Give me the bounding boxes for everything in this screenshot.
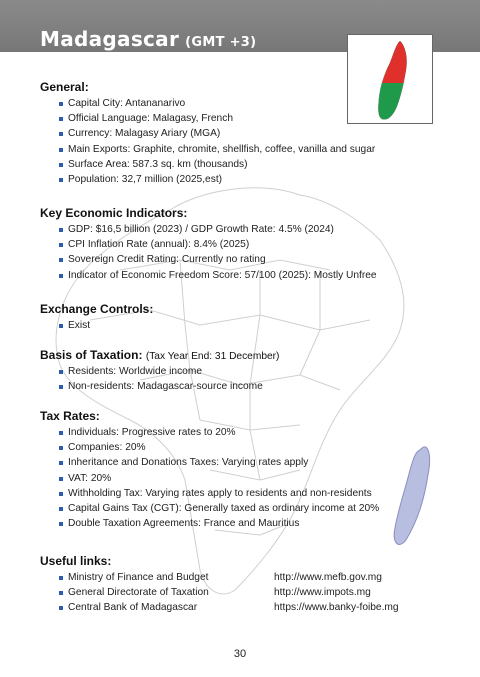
list-item: Non-residents: Madagascar-source income [40,379,460,394]
section-general [40,80,460,187]
section-useful-links [40,554,460,616]
list-item: CPI Inflation Rate (annual): 8.4% (2025) [40,237,460,252]
taxation-title: Basis of Taxation: [40,348,143,362]
list-item: Population: 32,7 million (2025,est) [40,172,460,187]
section-exchange-controls [40,302,460,333]
list-item: Inheritance and Donations Taxes: Varying rates apply [40,455,460,470]
page-title [40,27,256,51]
list-item: Indicator of Economic Freedom Score: 57/100 (2025): Mostly Unfree [40,268,460,283]
country-name: Madagascar [40,27,180,51]
page-number: 30 [233,648,247,660]
section-title-rates: Tax Rates: [40,409,100,423]
link-row [40,570,460,585]
section-title-taxation [40,348,460,362]
list-item: Individuals: Progressive rates to 20% [40,425,460,440]
list-item: Official Language: Malagasy, French [40,111,460,126]
list-item: Withholding Tax: Varying rates apply to residents and non-residents [40,486,460,501]
list-item: Surface Area: 587.3 sq. km (thousands) [40,157,460,172]
section-tax-rates [40,409,460,531]
list-item: Capital City: Antananarivo [40,96,460,111]
list-item: Main Exports: Graphite, chromite, shellfish, coffee, vanilla and sugar [40,142,460,157]
section-title-economic: Key Economic Indicators: [40,206,188,220]
link-name: Ministry of Finance and Budget [68,572,209,583]
timezone-label: (GMT +3) [185,35,257,50]
list-item: Residents: Worldwide income [40,364,460,379]
list-item: Double Taxation Agreements: France and Mauritius [40,516,460,531]
section-title-general: General: [40,80,89,94]
link-url[interactable]: https://www.banky-foibe.mg [274,602,399,614]
link-name: Central Bank of Madagascar [68,602,198,614]
section-economic-indicators [40,206,460,283]
link-row [40,600,460,615]
list-item: Companies: 20% [40,440,460,455]
list-item: Sovereign Credit Rating: Currently no rating [40,252,460,267]
section-title-exchange: Exchange Controls: [40,302,154,316]
section-title-links: Useful links: [40,554,112,568]
link-row [40,585,460,600]
list-item: Capital Gains Tax (CGT): Generally taxed as ordinary income at 20% [40,501,460,516]
tax-year-note: (Tax Year End: 31 December) [145,351,280,362]
list-item: VAT: 20% [40,471,460,486]
list-item: Exist [40,318,460,333]
list-item: GDP: $16,5 billion (2023) / GDP Growth Rate: 4.5% (2024) [40,222,460,237]
link-name: General Directorate of Taxation [68,587,209,599]
list-item: Currency: Malagasy Ariary (MGA) [40,126,460,141]
link-url[interactable]: http://www.mefb.gov.mg [274,572,382,583]
link-url[interactable]: http://www.impots.mg [274,587,371,599]
section-basis-of-taxation [40,348,460,394]
